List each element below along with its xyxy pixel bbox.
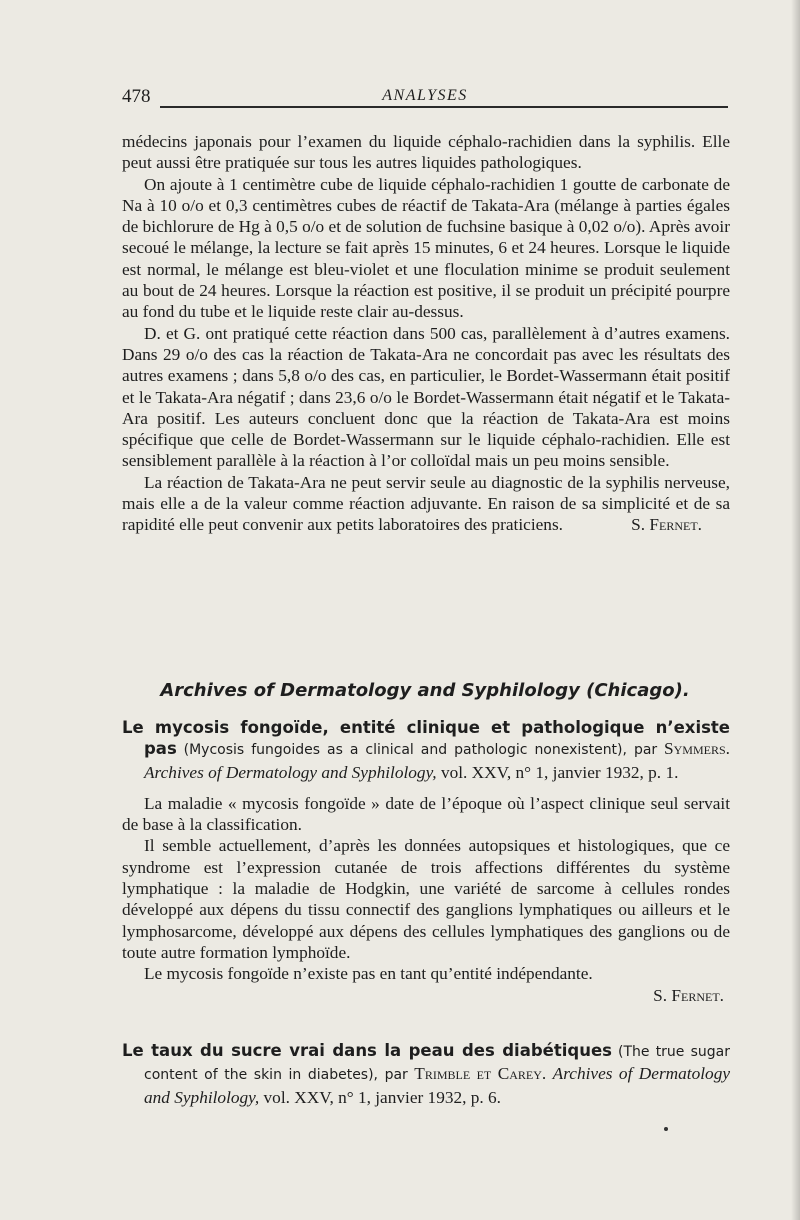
article2-reference xyxy=(122,1040,730,1108)
author: Symmers. xyxy=(664,739,730,759)
running-title: ANALYSES xyxy=(382,87,468,104)
signature: S. Fernet. xyxy=(631,515,702,535)
reference-parenthetical: (The true sugar content of the skin in diabetes), par xyxy=(144,1044,730,1084)
paragraph: Il semble actuellement, d’après les données autopsiques et histologiques, que ce syndrome est l’expression cutanée de trois affections différentes du système lymphatique : la maladie de Hodgkin, une variété de sarcome à cellules rondes développé aux dépens du tissu connectif des ganglions lymphatiques ou ailleurs et le lymphosarcome, développé aux dépens des cellules lymphatiques des ganglions ou de toute autre formation lymphoïde. xyxy=(122,836,730,962)
paragraph: La maladie « mycosis fongoïde » date de l’époque où l’aspect clinique seul servait de base à la classification. xyxy=(122,793,730,835)
paragraph: D. et G. ont pratiqué cette réaction dans 500 cas, parallèlement à d’autres examens. Dans 29 o/o des cas la réaction de Takata-Ara ne concordait pas avec les résultats des autres examens ; dans 5,8 o/o des cas, en particulier, le Bordet-Wassermann était positif et le Takata-Ara négatif ; dans 23,6 o/o le Bordet-Wassermann était négatif et le Takata-Ara positif. Les auteurs concluent donc que la réaction de Takata-Ara est moins spécifique que celle de Bordet-Wassermann sur le liquide céphalo-rachidien. Elle est sensiblement parallèle à la réaction à l’or colloïdal mais un peu moins sensible. xyxy=(122,323,730,471)
article1 xyxy=(122,717,730,1006)
header-rule xyxy=(160,106,728,108)
journal-name: Archives of Dermatology and Syphilology, xyxy=(144,1064,731,1107)
section1-text xyxy=(122,131,730,536)
article1-reference xyxy=(122,717,730,783)
authors: Trimble et Carey. xyxy=(414,1064,547,1084)
journal-heading: Archives of Dermatology and Syphilology (Chicago). xyxy=(160,680,690,701)
journal-name: Archives of Dermatology and Syphilology, xyxy=(144,762,437,782)
article-title: Le mycosis fongoïde, entité clinique et pathologique n’existe pas xyxy=(122,718,730,759)
page-edge-shadow xyxy=(791,0,800,1220)
signature: S. Fernet. xyxy=(653,985,724,1005)
ink-speck xyxy=(664,1127,668,1131)
article2 xyxy=(122,1040,730,1108)
paragraph: médecins japonais pour l’examen du liquide céphalo-rachidien dans la syphilis. Elle peut aussi être pratiquée sur tous les autres liquides pathologiques. xyxy=(122,132,730,173)
article-title: Le taux du sucre vrai dans la peau des diabétiques xyxy=(122,1041,612,1060)
citation: vol. XXV, n° 1, janvier 1932, p. 6. xyxy=(263,1087,502,1107)
paragraph: On ajoute à 1 centimètre cube de liquide céphalo-rachidien 1 goutte de carbonate de Na à 10 o/o et 0,3 centimètres cubes de réactif de Takata-Ara (mélange à parties égales de bichlorure de Hg à 0,5 o/o et de solution de fuchsine basique à 0,02 o/o). Après avoir secoué le mélange, la lecture se fait après 15 minutes, 6 et 24 heures. Lorsque le liquide est normal, le mélange est bleu-violet et une floculation minime se produit seulement au bout de 24 heures. Lorsque la réaction est positive, il se produit un précipité pourpre au fond du tube et le liquide reste clair au-dessus. xyxy=(122,174,730,322)
paragraph xyxy=(122,472,730,536)
reference-parenthetical: (Mycosis fungoides as a clinical and pathologic nonexistent), par xyxy=(183,742,658,759)
citation: vol. XXV, n° 1, janvier 1932, p. 1. xyxy=(440,762,679,782)
page-number: 478 xyxy=(122,86,151,107)
paragraph: Le mycosis fongoïde n’existe pas en tant qu’entité indépendante. xyxy=(144,964,593,984)
paragraph-text: La réaction de Takata-Ara ne peut servir seule au diagnostic de la syphilis nerveuse, mais elle a de la valeur comme réaction adjuvante. En raison de sa simplicité et de sa rapidité elle peut convenir aux petits laboratoires des praticiens. xyxy=(122,472,730,535)
